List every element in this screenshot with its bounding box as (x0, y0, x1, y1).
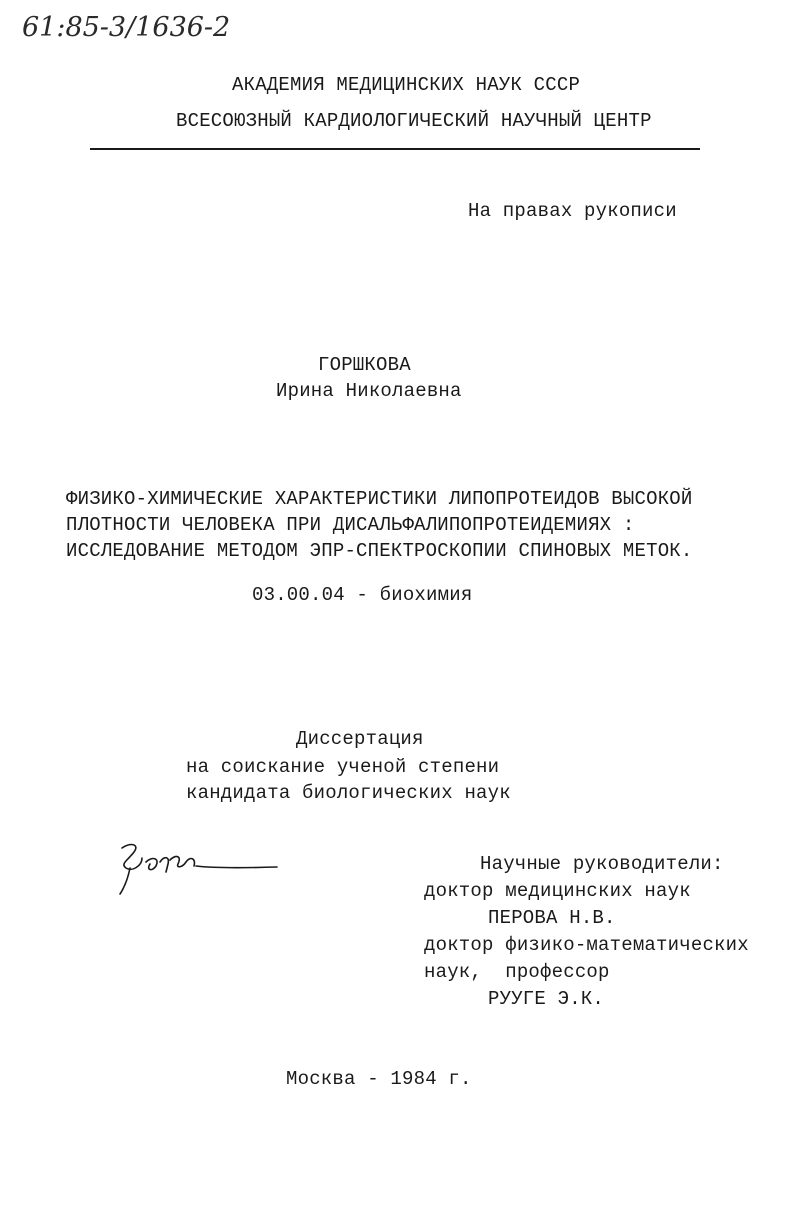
author-signature (112, 838, 282, 898)
degree-line-1: Диссертация (296, 728, 424, 750)
advisor-2-title: наук, профессор (424, 961, 610, 983)
rights-note: На правах рукописи (468, 200, 677, 222)
advisor-1-degree: доктор медицинских наук (424, 880, 691, 902)
author-given-names: Ирина Николаевна (276, 380, 462, 402)
advisor-2-degree: доктор физико-математических (424, 934, 749, 956)
header-center: ВСЕСОЮЗНЫЙ КАРДИОЛОГИЧЕСКИЙ НАУЧНЫЙ ЦЕНТР (176, 110, 652, 132)
degree-line-3: кандидата биологических наук (186, 782, 511, 804)
header-academy: АКАДЕМИЯ МЕДИЦИНСКИХ НАУК СССР (232, 74, 581, 96)
title-line-3: ИССЛЕДОВАНИЕ МЕТОДОМ ЭПР-СПЕКТРОСКОПИИ СПИНОВЫХ МЕТОК. (66, 540, 693, 562)
author-surname: ГОРШКОВА (318, 354, 411, 376)
specialty-code: 03.00.04 - биохимия (252, 584, 473, 606)
advisor-2-name: РУУГЕ Э.К. (488, 988, 605, 1010)
city-year: Москва - 1984 г. (286, 1068, 472, 1090)
header-divider (90, 148, 700, 150)
archive-code-handwritten: 61:85-3/1636-2 (22, 12, 231, 43)
advisors-heading: Научные руководители: (480, 853, 724, 875)
title-line-2: ПЛОТНОСТИ ЧЕЛОВЕКА ПРИ ДИСАЛЬФАЛИПОПРОТЕИДЕМИЯХ : (66, 514, 635, 536)
advisor-1-name: ПЕРОВА Н.В. (488, 907, 616, 929)
degree-line-2: на соискание ученой степени (186, 756, 500, 778)
title-line-1: ФИЗИКО-ХИМИЧЕСКИЕ ХАРАКТЕРИСТИКИ ЛИПОПРОТЕИДОВ ВЫСОКОЙ (66, 488, 693, 510)
